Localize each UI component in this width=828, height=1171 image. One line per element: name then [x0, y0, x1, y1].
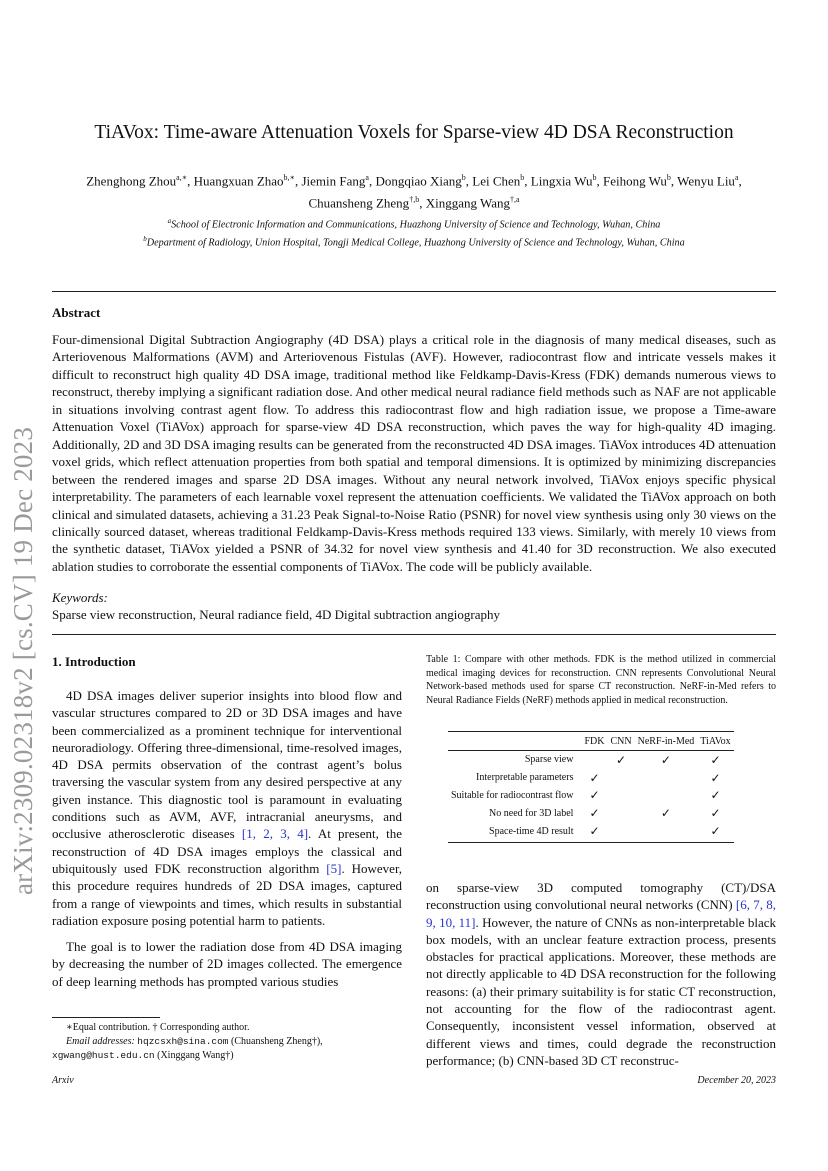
- intro-paragraph-2: The goal is to lower the radiation dose from 4D DSA imaging by decreasing the number of 2D images collected. The emergence of deep learning methods has prompted various studies: [52, 939, 402, 989]
- author-affiliation-mark: a,∗: [176, 173, 188, 182]
- footnote: [52, 1021, 412, 1063]
- abstract-heading: Abstract: [52, 305, 101, 320]
- email-link[interactable]: hqzcsxh@sina.com: [137, 1036, 229, 1047]
- author-name: Dongqiao Xiang: [375, 173, 462, 189]
- author-affiliation-mark: b: [666, 173, 671, 182]
- table-row-label: No need for 3D label: [489, 807, 574, 819]
- table-cell: [635, 787, 698, 805]
- email-owner: (Xinggang Wang†): [154, 1050, 234, 1061]
- table-header-row: [448, 732, 734, 751]
- comparison-table: [448, 731, 734, 843]
- table-column-header: CNN: [607, 732, 634, 751]
- table-cell: [607, 787, 634, 805]
- keywords-text: Sparse view reconstruction, Neural radiance field, 4D Digital subtraction angiography: [52, 607, 500, 622]
- checkmark-icon: ✓: [589, 770, 600, 785]
- footer-date: December 20, 2023: [697, 1075, 776, 1086]
- arxiv-identifier: arXiv:2309.02318v2 [cs.CV] 19 Dec 2023: [8, 426, 38, 895]
- table-cell: [635, 769, 698, 787]
- author-affiliation-mark: a: [365, 173, 369, 182]
- abstract-top-rule: [52, 291, 776, 292]
- checkmark-icon: ✓: [710, 788, 721, 803]
- affiliation-text: Department of Radiology, Union Hospital, Tongji Medical College, Huazhong University of Science and Technology, Wuhan, China: [146, 237, 685, 249]
- affiliations: [40, 214, 788, 251]
- intro-paragraph-1: 4D DSA images deliver superior insights into blood flow and vascular structures compared to 2D or 3D DSA images and have been commercialized as a prominent technique for interventional neuroradiology. Offering three-dimensional, time-resolved images, 4D DSA permits observation of the contrast agent’s bolus traversing the vascular system from any desired perspective at any given instance. This diagnostic tool is paramount in evaluating conditions such as AVM, AVF, intracranial aneurysms, and occlusive atherosclerotic diseases [1, 2, 3, 4]. At present, the reconstruction of 4D DSA images employs the classical and ubiquitously used FDK reconstruction algorithm [5]. However, this procedure requires hundreds of 2D DSA images, captured from a range of viewpoints and times, which results in substantial radiation exposure posing potential harm to patients.: [52, 688, 402, 928]
- author-name: Xinggang Wang: [425, 195, 510, 211]
- checkmark-icon: ✓: [589, 806, 600, 821]
- checkmark-icon: ✓: [581, 822, 607, 842]
- section-heading-introduction: 1. Introduction: [52, 654, 136, 669]
- author-name: Chuansheng Zheng: [308, 195, 410, 211]
- author-name: Feihong Wu: [602, 173, 667, 189]
- author-name: Huangxuan Zhao: [193, 173, 284, 189]
- table-row: [448, 769, 734, 787]
- table-column-header: TiAVox: [697, 732, 733, 751]
- checkmark-icon: ✓: [616, 752, 627, 767]
- table-column-header: [448, 732, 581, 751]
- footnote-rule: [52, 1017, 160, 1018]
- table-row: [448, 787, 734, 805]
- checkmark-icon: ✓: [660, 806, 671, 821]
- author-name: Jiemin Fang: [301, 173, 366, 189]
- checkmark-icon: ✓: [697, 822, 733, 842]
- citation-link[interactable]: [1, 2, 3, 4]: [241, 826, 309, 842]
- citation-link[interactable]: [5]: [326, 860, 342, 876]
- author-affiliation-mark: b: [461, 173, 466, 182]
- table-caption: Table 1: Compare with other methods. FDK is the method utilized in commercial medical imaging devices for reconstruction. CNN represents Convolutional Neural Network-based methods used for sparse CT reconstruction. NeRF-in-Med refers to Neural Radiance Fields (NeRF) methods applied in medical reconstruction.: [426, 654, 776, 706]
- author-name: Lei Chen: [472, 173, 521, 189]
- affiliation-mark: a: [167, 217, 172, 225]
- keywords-heading: Keywords:: [52, 590, 108, 605]
- affiliation-text: School of Electronic Information and Communications, Huazhong University of Science and Technology, Wuhan, China: [171, 219, 661, 231]
- table-row: [448, 822, 734, 842]
- author-affiliation-mark: †,a: [509, 195, 520, 205]
- table-row-label: Space-time 4D result: [448, 822, 581, 842]
- affiliation-line: [40, 232, 788, 250]
- author-affiliation-mark: b: [520, 173, 525, 182]
- checkmark-icon: ✓: [710, 770, 721, 785]
- table-column-header: FDK: [581, 732, 607, 751]
- footer-venue: Arxiv: [52, 1075, 74, 1086]
- author-affiliation-mark: a: [734, 173, 739, 182]
- citation-link[interactable]: [6, 7, 8, 9, 10, 11]: [426, 897, 776, 930]
- author-affiliation-mark: b,∗: [283, 173, 295, 182]
- email-link[interactable]: xgwang@hust.edu.cn: [52, 1050, 155, 1061]
- table-cell: [581, 751, 607, 769]
- checkmark-icon: ✓: [660, 752, 671, 767]
- abstract-text: Four-dimensional Digital Subtraction Angiography (4D DSA) plays a critical role in the diagnosis of many medical diseases, such as Arteriovenous Malformations (AVM) and Arteriovenous Fistulas (AVF). However, radiocontrast flow and intricate vessels makes it difficult to reconstruct high quality 4D DSA image, traditional method like Feldkamp-Davis-Kress (FDK) demands numerous views to reconstruct, thereby implying a significant radiation dose. And other medical neural radiance field methods such as NAF are not applicable in situations involving contrast agent flow. To address this radiocontrast flow and high radiation issue, we propose a Time-aware Attenuation Voxel (TiAVox) approach for sparse-view 4D DSA reconstruction, which paves the way for high-quality 4D imaging. Additionally, 2D and 3D DSA imaging results can be generated from the reconstructed 4D DSA images. TiAVox introduces 4D attenuation voxel grids, which reflect attenuation properties from both spatial and temporal dimensions. It is optimized by minimizing discrepancies between the rendered images and sparse 2D DSA images. Without any neural network involved, TiAVox enjoys specific physical interpretability. The parameters of each learnable voxel represent the attenuation coefficients. We validated the TiAVox approach on both clinical and simulated datasets, achieving a 31.23 Peak Signal-to-Noise Ratio (PSNR) for novel view synthesis using only 30 views on the clinically sourced dataset, whereas traditional Feldkamp-Davis-Kress methods required 133 views. Similarly, with merely 10 views from the synthetic dataset, TiAVox yielded a PSNR of 34.32 for novel view synthesis and 41.40 for 3D reconstruction. We also executed ablation studies to corroborate the essential components of TiAVox. The code will be publicly available.: [52, 332, 776, 574]
- abstract-bottom-rule: [52, 634, 776, 635]
- table-cell: [635, 822, 698, 842]
- table-row: [448, 804, 734, 822]
- table-column-header: NeRF-in-Med: [635, 732, 698, 751]
- author-affiliation-mark: b: [592, 173, 597, 182]
- author-name: Zhenghong Zhou: [86, 173, 177, 189]
- author-list: Zhenghong Zhou$^{a,∗}$, Huangxuan Zhao$^{b,∗}$, Jiemin Fang$^a$, Dongqiao Xiang$^b$, Lei Chen$^b$, Lingxia Wu$^b$, Feihong Wu$^b$, Wenyu Liu$^a$, Chuansheng Zheng$^{\dagger,b}$, Xinggang Wang$^{\dagger,a}$: [86, 173, 742, 211]
- table-row: [448, 751, 734, 769]
- table-row-label: Suitable for radiocontrast flow: [451, 789, 574, 801]
- affiliation-line: [40, 214, 788, 232]
- table-cell: [607, 769, 634, 787]
- author-affiliation-mark: †,b: [409, 195, 420, 205]
- table-row-label: Sparse view: [524, 754, 574, 766]
- email-label: Email addresses:: [66, 1036, 135, 1047]
- table-row-label: Interpretable parameters: [476, 772, 574, 784]
- checkmark-icon: ✓: [589, 788, 600, 803]
- checkmark-icon: ✓: [710, 806, 721, 821]
- author-name: Lingxia Wu: [530, 173, 593, 189]
- email-owner: (Chuansheng Zheng†),: [228, 1036, 323, 1047]
- affiliation-mark: b: [143, 235, 147, 244]
- table-cell: [607, 804, 634, 822]
- intro-paragraph-right: on sparse-view 3D computed tomography (CT)/DSA reconstruction using convolutional neural networks (CNN) [6, 7, 8, 9, 10, 11]. However, the nature of CNNs as non-interpretable black box models, with an unclear feature extraction process, presents obstacles for practical applications. Moreover, these methods are not directly applicable to 4D DSA reconstruction for the following reasons: (a) their primary suitability is for static CT reconstruction, not accounting for the flow of the radiocontrast agent. Consequently, inconsistent vessel information, observed at different views and times, could degrade the reconstruction performance; (b) CNN-based 3D CT reconstruc-: [426, 880, 776, 1068]
- table-cell: [607, 822, 634, 842]
- footnote-contribution: ∗Equal contribution. † Corresponding author.: [66, 1022, 250, 1033]
- paper-title: TiAVox: Time-aware Attenuation Voxels for Sparse-view 4D DSA Reconstruction: [94, 122, 734, 143]
- author-name: Wenyu Liu: [677, 173, 735, 189]
- checkmark-icon: ✓: [710, 752, 721, 767]
